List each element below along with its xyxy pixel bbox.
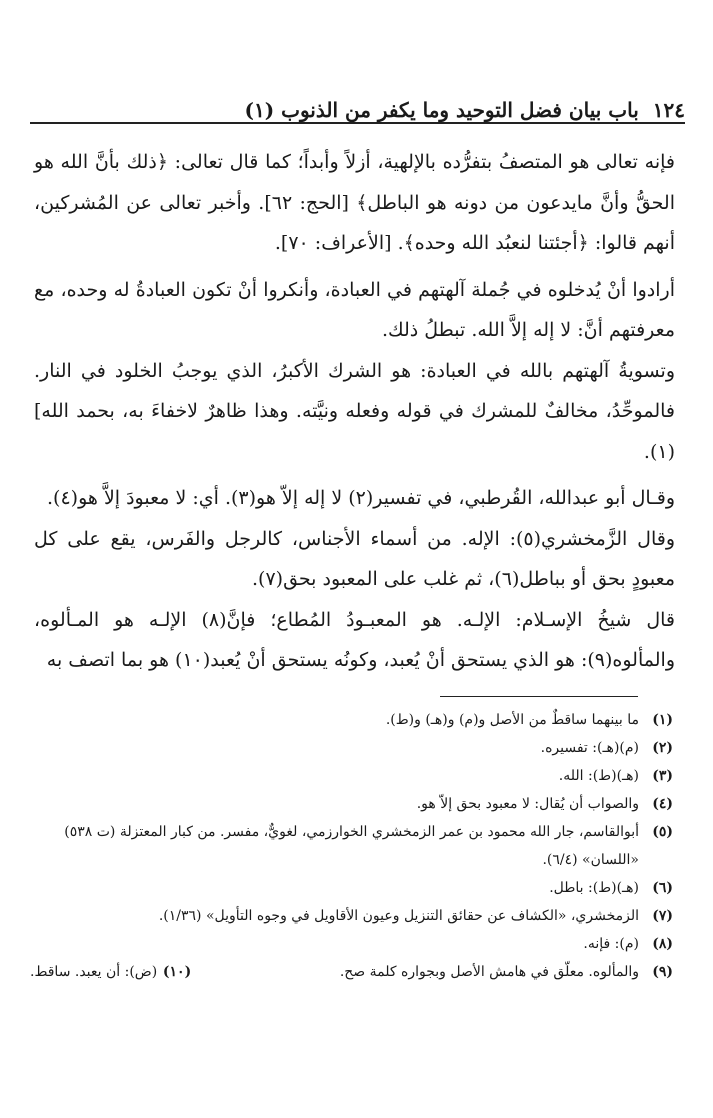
footnote [30,762,673,790]
footnote-number: (٦) [652,880,673,896]
paragraph: وقال الزَّمخشري(٥): الإله. من أسماء الأجناس، كالرجل والفَرس، يقع على كل معبودٍ بحق أو بباطل(٦)، ثم غلب على المعبود بحق(٧). [34,527,675,590]
main-text [34,142,675,681]
paragraph: قال شيخُ الإسـلام: الإلـه. هو المعبـودُ المُطاع؛ فإنَّ(٨) الإلـه هو المـألوه، والمألوه(٩): هو الذي يستحق أنْ يُعبد، وكونُه يستحق أنْ يُعبد(١٠) هو بما اتصف به [34,608,676,671]
footnote [231,958,673,986]
footnote-text: (هـ)(ط): باطل. [549,880,639,896]
footnote [30,706,673,734]
footnote-text: (م): فإنه. [583,936,639,952]
footnote [30,902,673,930]
footnote-number: (٥) [652,824,673,840]
footnote [30,790,673,818]
footnote-number: (٩) [652,964,673,980]
footnote-divider [440,696,638,697]
footnote-text: (هـ)(ط): الله. [558,768,639,784]
footnote-row [30,958,673,986]
footnote-number: (١) [652,712,673,728]
footnote-text: أبوالقاسم، جار الله محمود بن عمر الزمخشري الخوارزمي، لغويٌّ، مفسر. من كبار المعتزلة (ت ٥٣٨) «اللسان» (٦/٤). [64,824,639,868]
footnote [30,930,673,958]
page-number: ١٢٤ [652,98,685,122]
paragraph: أرادوا أنْ يُدخلوه في جُملة آلهتهم في العبادة، وأنكروا أنْ تكون العبادةُ له وحده، مع معرفتهم أنَّ: لا إله إلاَّ الله. تبطلُ ذلك. [34,278,675,341]
footnote-number: (٧) [652,908,673,924]
footnote-number: (٢) [652,740,673,756]
footnote [30,958,191,986]
footnote [30,734,673,762]
footnote-text: والمألوه. معلّق في هامش الأصل وبجواره كلمة صح. [339,964,639,980]
footnote-number: (٨) [652,936,673,952]
footnote-text: الزمخشري، «الكشاف عن حقائق التنزيل وعيون الأقاويل في وجوه التأويل» (١/٣٦). [158,908,639,924]
footnote [30,818,673,874]
footnote-text: ما بينهما ساقطٌ من الأصل و(م) و(هـ) و(ط). [385,712,639,728]
paragraph: وقـال أبو عبدالله، القُرطبي، في تفسير(٢) لا إله إلاّ هو(٣). أي: لا معبودَ إلاَّ هو(٤). [46,487,675,509]
footnote-number: (١٠) [162,964,192,980]
footnote-text: (ض): أن يعبد. ساقط. [30,964,158,980]
paragraph: وتسويةُ آلهتهم بالله في العبادة: هو الشرك الأكبرُ، الذي يوجبُ الخلود في النار. فالموحِّدُ، مخالفٌ للمشرك في قوله وفعله ونيَّته. وهذا ظاهرٌ لاخفاءَ به، بحمد الله](١). [34,359,675,463]
footnote-number: (٣) [652,768,673,784]
paragraph: فإنه تعالى هو المتصفُ بتفرُّده بالإلهية، أزلاً وأبداً؛ كما قال تعالى: ﴿ذلك بأنَّ الله هو الحقُّ وأنَّ مايدعون من دونه هو الباطل﴾ [الحج: ٦٢]. وأخبر تعالى عن المُشركين، أنهم قالوا: ﴿أجئتنا لنعبُد الله وحده﴾. [الأعراف: ٧٠]. [34,151,676,254]
chapter-title: باب بيان فضل التوحيد وما يكفر من الذنوب (١) [244,98,639,122]
footnote [30,874,673,902]
footnote-number: (٤) [652,796,673,812]
footnotes [30,706,673,986]
page-header [30,88,685,124]
footnote-text: والصواب أن يُقال: لا معبود بحق إلاّ هو. [416,796,639,812]
footnote-text: (م)(هـ): تفسيره. [540,740,639,756]
